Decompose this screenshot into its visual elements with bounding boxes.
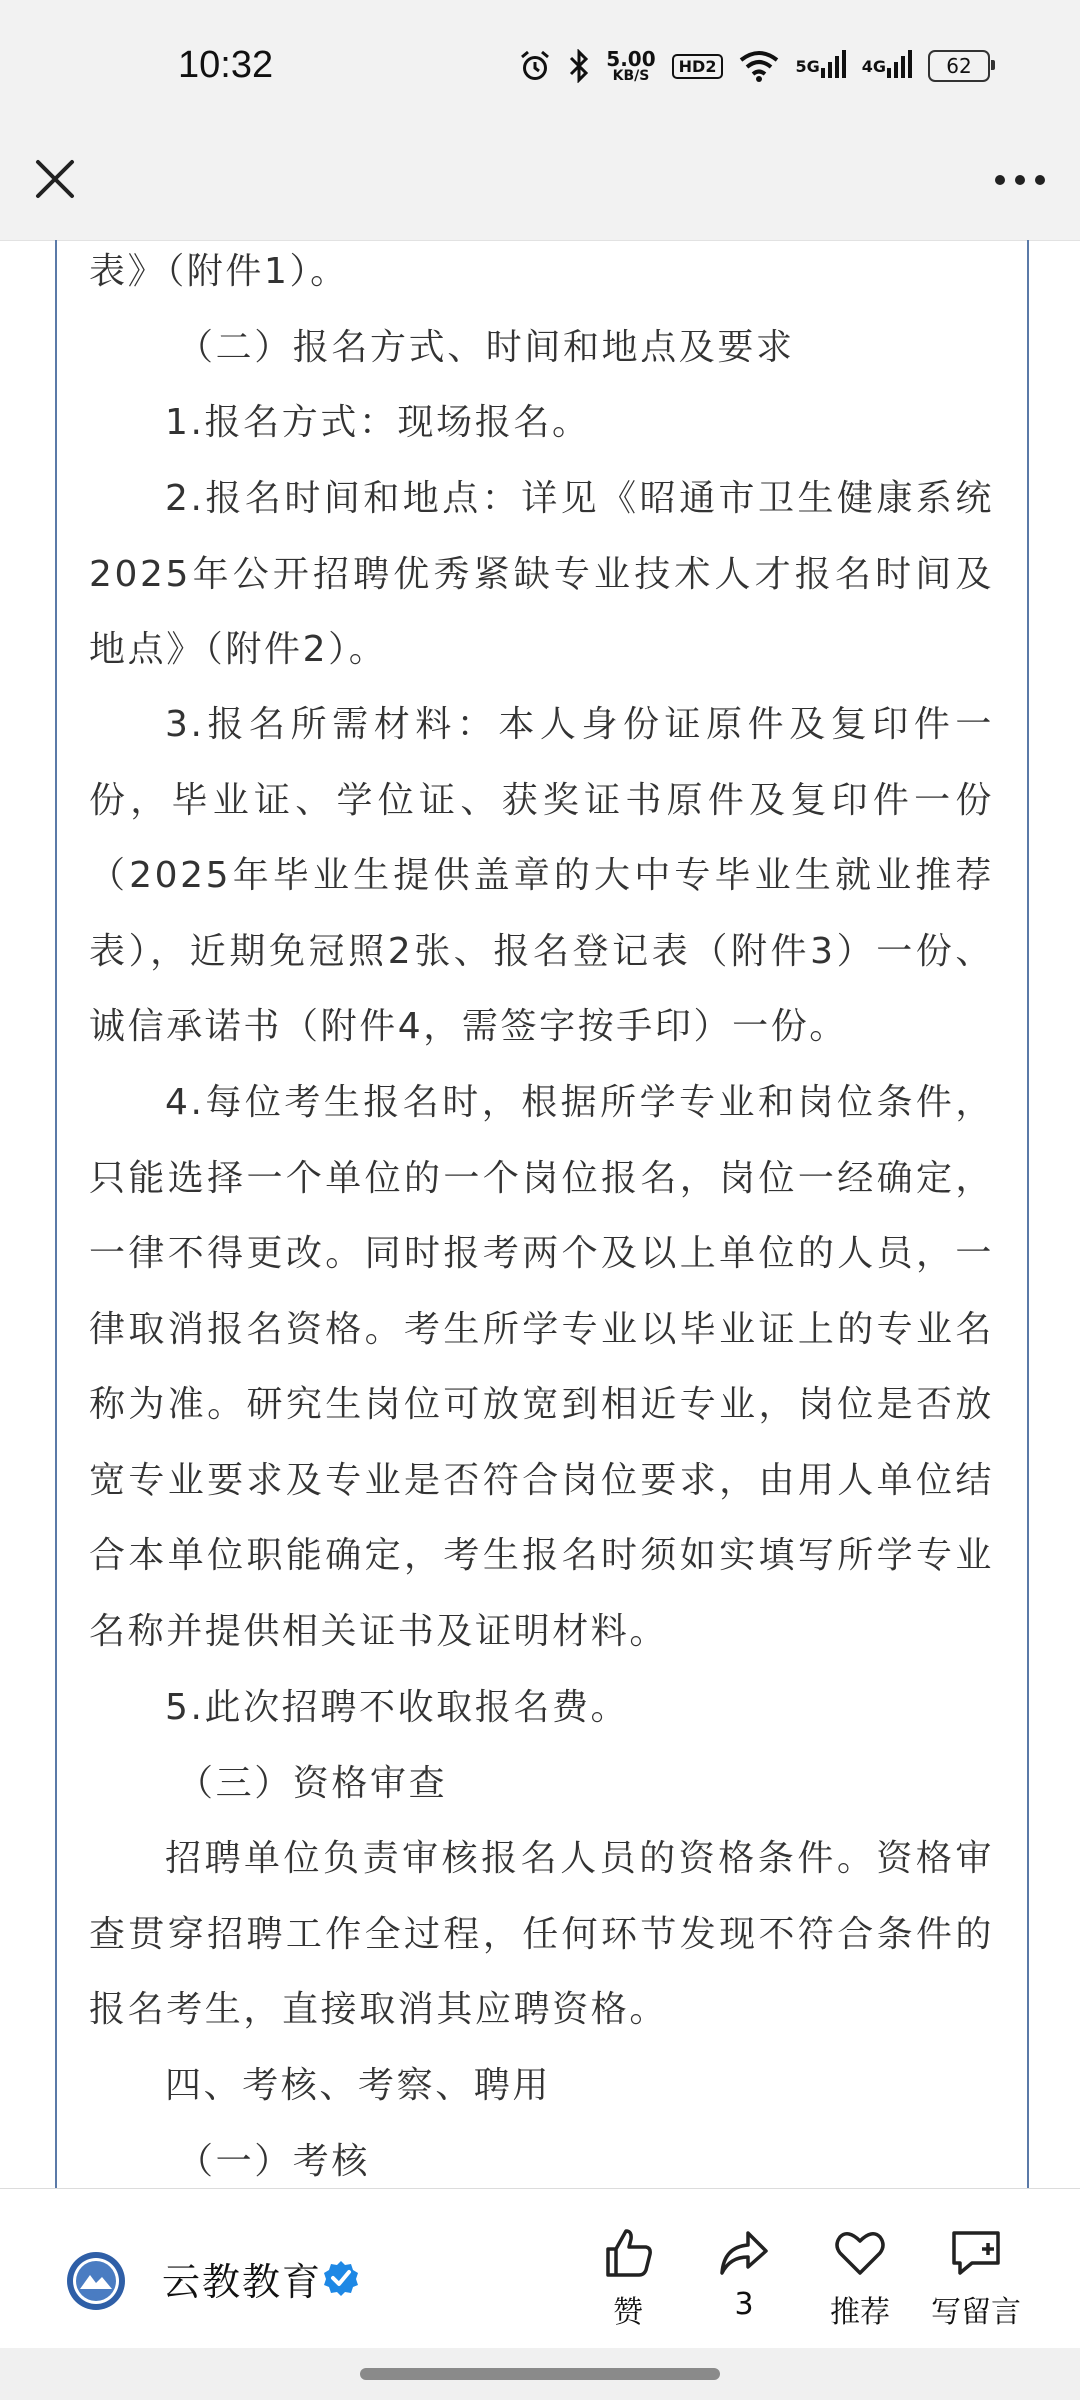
share-icon (716, 2225, 772, 2281)
recommend-button[interactable] (800, 2225, 920, 2335)
account-avatar[interactable] (66, 2251, 126, 2311)
section-heading-exam: （一）考核 (177, 2141, 371, 2182)
bluetooth-icon (568, 49, 590, 83)
section-heading-registration: （二）报名方式、时间和地点及要求 (177, 327, 795, 368)
section-heading-qualification: （三）资格审查 (177, 1763, 448, 1804)
wifi-icon (739, 50, 779, 82)
like-label: 赞 (613, 2295, 643, 2330)
battery-icon (928, 50, 990, 82)
paragraph-qualification-review: 招聘单位负责审核报名人员的资格条件。资格审查贯穿招聘工作全过程，任何环节发现不符合条件的报名考生，直接取消其应聘资格。 (89, 1838, 994, 2030)
close-icon[interactable] (30, 154, 80, 204)
paragraph-no-fee: 5.此次招聘不收取报名费。 (165, 1687, 630, 1728)
paragraph-annex1-tail: 表》（附件1）。 (89, 251, 349, 292)
like-button[interactable] (568, 2225, 688, 2335)
recommend-label: 推荐 (830, 2295, 890, 2330)
status-time: 10:32 (178, 44, 274, 86)
status-icons (518, 44, 990, 88)
home-indicator[interactable] (360, 2368, 720, 2380)
share-button[interactable] (684, 2225, 804, 2335)
paragraph-position-selection: 4.每位考生报名时，根据所学专业和岗位条件，只能选择一个单位的一个岗位报名，岗位一经确定，一律不得更改。同时报考两个及以上单位的人员，一律取消报名资格。考生所学专业以毕业证上的专业名称为准。研究生岗位可放宽到相近专业，岗位是否放宽专业要求及专业是否符合岗位要求，由用人单位结合本单位职能确定，考生报名时须如实填写所学专业名称并提供相关证书及证明材料。 (89, 1082, 994, 1652)
section-heading-assessment: 四、考核、考察、聘用 (165, 2065, 552, 2106)
alarm-icon (518, 49, 552, 83)
thumbs-up-icon (600, 2225, 656, 2281)
comment-icon (948, 2225, 1004, 2281)
paragraph-required-materials: 3.报名所需材料：本人身份证原件及复印件一份，毕业证、学位证、获奖证书原件及复印件一份（2025年毕业生提供盖章的大中专毕业生就业推荐表），近期免冠照2张、报名登记表（附件3）一份、诚信承诺书（附件4，需签字按手印）一份。 (89, 704, 994, 1047)
heart-icon (832, 2225, 888, 2281)
gesture-area (0, 2348, 1080, 2400)
article-content (55, 240, 1029, 2188)
write-comment-button[interactable] (916, 2225, 1036, 2335)
write-comment-label: 写留言 (931, 2295, 1021, 2330)
hd-badge: HD2 (672, 54, 724, 79)
paragraph-registration-method: 1.报名方式：现场报名。 (165, 402, 591, 443)
account-name[interactable]: 云教教育 (162, 2260, 323, 2304)
signal-5g-label: 5G (795, 56, 820, 76)
network-speed-unit: KB/S (612, 68, 650, 84)
verified-badge-icon (322, 2259, 360, 2297)
more-icon[interactable] (990, 160, 1050, 200)
network-speed-value: 5.00 (606, 47, 656, 71)
signal-5g (795, 57, 845, 76)
status-bar (0, 0, 1080, 140)
nav-bar (0, 140, 1080, 241)
share-count: 3 (734, 2287, 754, 2322)
signal-4g (862, 57, 912, 76)
battery-level: 62 (946, 54, 972, 78)
network-speed (606, 49, 655, 83)
signal-4g-label: 4G (861, 56, 886, 76)
paragraph-registration-time-place: 2.报名时间和地点：详见《昭通市卫生健康系统2025年公开招聘优秀紧缺专业技术人才报名时间及地点》（附件2）。 (89, 478, 994, 670)
bottom-bar (0, 2188, 1080, 2349)
